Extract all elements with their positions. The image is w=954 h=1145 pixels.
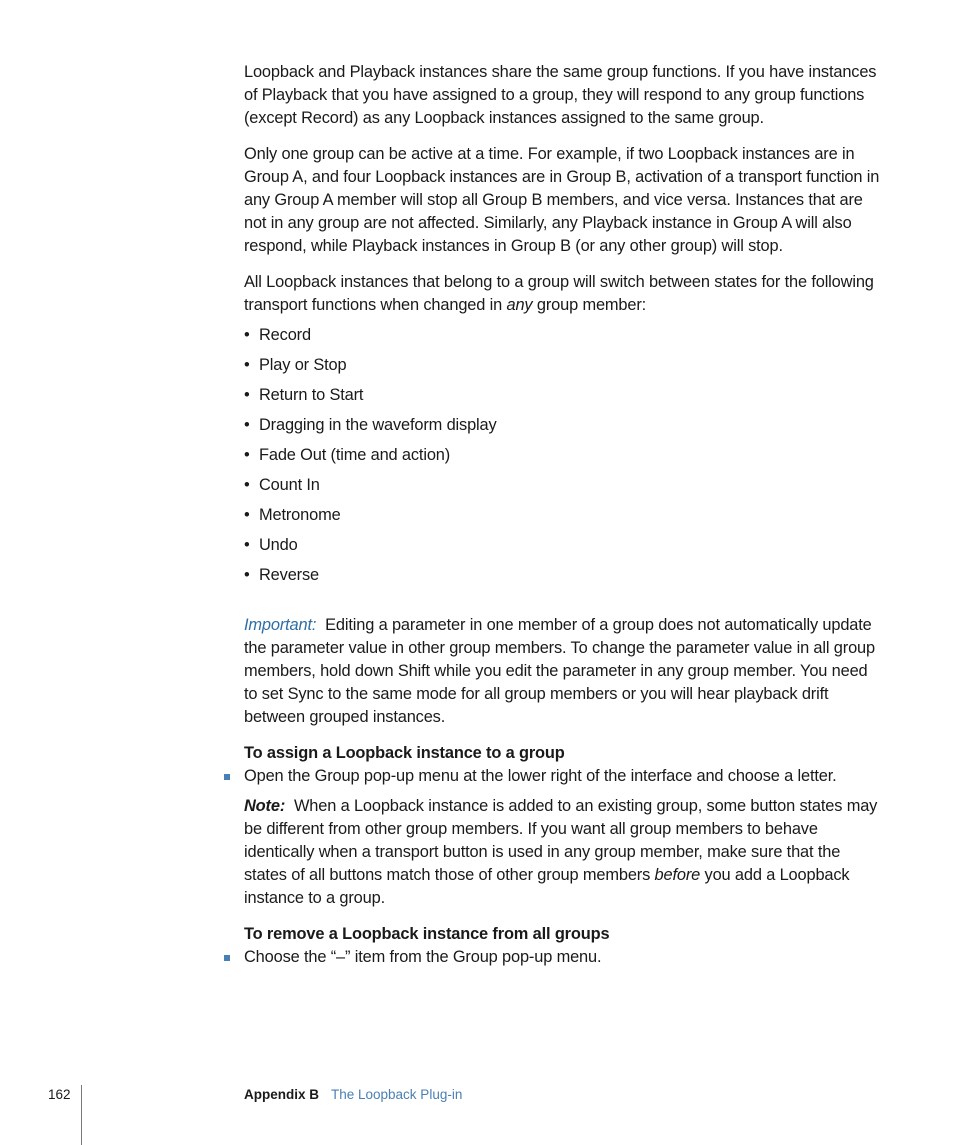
bullet-icon: •: [244, 356, 250, 374]
transport-function-list: [244, 324, 884, 601]
intro-text: All Loopback instances that belong to a group will switch between states for the following transport functions when changed in: [244, 273, 874, 314]
bullet-icon: •: [244, 386, 250, 404]
list-item-label: Undo: [259, 536, 298, 554]
note-text-end: you add a Loopback instance to a group.: [244, 866, 850, 907]
bullet-icon: •: [244, 506, 250, 524]
list-item: [244, 504, 884, 534]
paragraph-transport-intro: [244, 271, 884, 317]
important-text: Editing a parameter in one member of a group does not automatically update the parameter value in other group members. To change the parameter value in all group members, hold down Shift while you edit the parameter in any group member. You need to set Sync to the same mode for all group members or you will hear playback drift between grouped instances.: [244, 616, 875, 726]
task-step-assign: [244, 765, 884, 788]
list-item: [244, 564, 884, 601]
paragraph-shared-functions: Loopback and Playback instances share the same group functions. If you have instances of Playback that you have assigned to a group, they will respond to any group functions (except Record) as any Loopback instances assigned to the same group.: [244, 63, 877, 127]
note-emphasis: before: [654, 866, 701, 884]
footer-chapter-title: The Loopback Plug-in: [331, 1087, 463, 1102]
list-item-label: Count In: [259, 476, 320, 494]
bullet-icon: •: [244, 446, 250, 464]
page-number: 162: [48, 1087, 71, 1102]
step-text: Open the Group pop-up menu at the lower right of the interface and choose a letter.: [244, 767, 837, 785]
list-item: [244, 324, 884, 354]
list-item-label: Dragging in the waveform display: [259, 416, 497, 434]
bullet-icon: •: [244, 566, 250, 584]
list-item-label: Metronome: [259, 506, 341, 524]
list-item-label: Return to Start: [259, 386, 364, 404]
list-item-label: Record: [259, 326, 311, 344]
task-step-remove: [244, 946, 884, 969]
paragraph-active-group: Only one group can be active at a time. For example, if two Loopback instances are in Group A, and four Loopback instances are in Group B, activation of a transport function in any Group A member will stop all Group B members, and vice versa. Instances that are not in any group are not affected. Similarly, any Playback instance in Group A will also respond, while Playback instances in Group B (or any other group) will stop.: [244, 145, 880, 255]
list-item: [244, 354, 884, 384]
page-body: [244, 61, 884, 976]
note-label: Note:: [244, 797, 286, 815]
important-label: Important:: [244, 616, 317, 634]
important-callout: [244, 614, 884, 729]
footer-divider: [81, 1085, 82, 1145]
footer-appendix-label: Appendix B: [244, 1087, 320, 1102]
step-marker-icon: [224, 774, 230, 780]
bullet-icon: •: [244, 326, 250, 344]
bullet-icon: •: [244, 416, 250, 434]
intro-emphasis: any: [506, 296, 533, 314]
list-item: [244, 534, 884, 564]
intro-text-end: group member:: [532, 296, 647, 314]
list-item: [244, 384, 884, 414]
list-item-label: Fade Out (time and action): [259, 446, 451, 464]
step-text: Choose the “–” item from the Group pop-up menu.: [244, 948, 602, 966]
list-item: [244, 474, 884, 504]
list-item: [244, 444, 884, 474]
note-callout: [244, 795, 884, 910]
task-heading-remove: To remove a Loopback instance from all groups: [244, 925, 610, 943]
step-marker-icon: [224, 955, 230, 961]
bullet-icon: •: [244, 476, 250, 494]
list-item-label: Reverse: [259, 566, 319, 584]
list-item: [244, 414, 884, 444]
task-heading-assign: To assign a Loopback instance to a group: [244, 744, 565, 762]
note-text: When a Loopback instance is added to an existing group, some button states may be different from other group members. If you want all group members to behave identically when a transport button is used in any group member, make sure that the states of all buttons match those of other group members: [244, 797, 878, 884]
bullet-icon: •: [244, 536, 250, 554]
list-item-label: Play or Stop: [259, 356, 347, 374]
